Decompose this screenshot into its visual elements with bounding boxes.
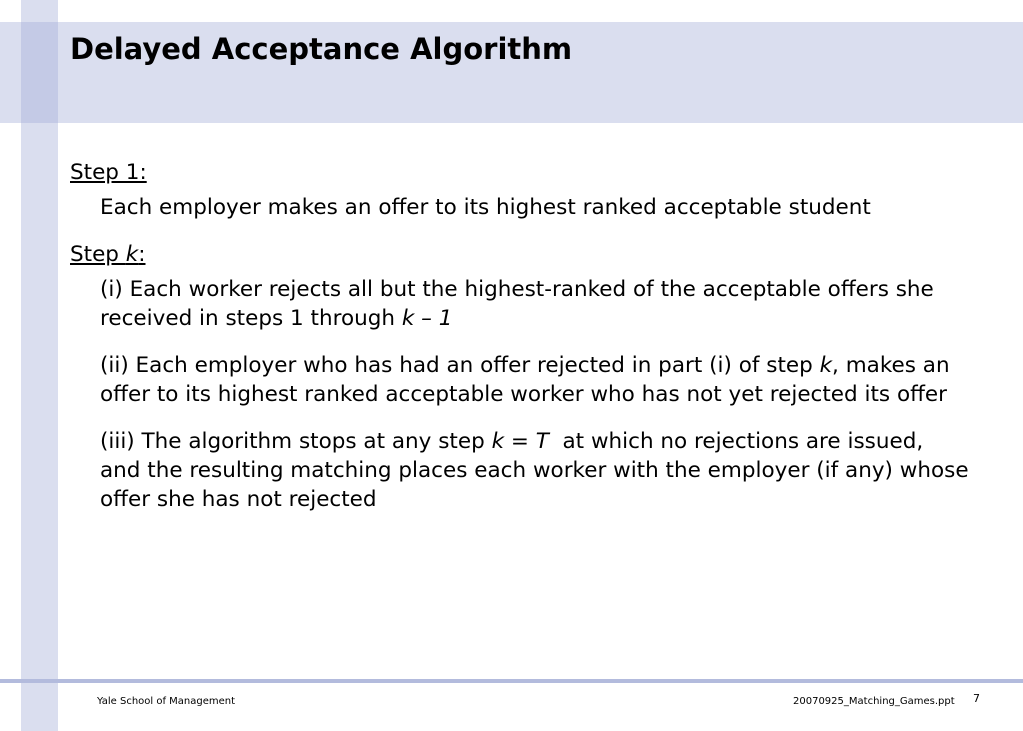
step-1-heading: Step 1: bbox=[70, 160, 147, 185]
step-k-item-i bbox=[100, 275, 970, 333]
footer-filename: 20070925_Matching_Games.ppt bbox=[793, 696, 955, 707]
item-iii-text-before: (iii) The algorithm stops at any step bbox=[100, 429, 492, 454]
step-1-text: Each employer makes an offer to its highest ranked acceptable student bbox=[100, 195, 871, 220]
footer-rule bbox=[0, 679, 1023, 683]
slide-title: Delayed Acceptance Algorithm bbox=[70, 32, 573, 66]
item-ii-text-before: (ii) Each employer who has had an offer rejected in part (i) of step bbox=[100, 353, 820, 378]
left-stripe-accent bbox=[21, 22, 58, 123]
item-i-expression: k – 1 bbox=[401, 306, 453, 331]
step-k-heading-prefix: Step bbox=[70, 242, 126, 267]
item-ii-variable: k bbox=[819, 353, 833, 378]
slide-body bbox=[70, 158, 976, 532]
page-number: 7 bbox=[973, 692, 980, 705]
step-k-item-iii bbox=[100, 427, 976, 514]
item-iii-expression: k = T bbox=[491, 429, 549, 454]
footer-institution: Yale School of Management bbox=[97, 696, 236, 707]
step-k-heading bbox=[70, 240, 970, 269]
step-k-item-ii bbox=[100, 351, 970, 409]
step-k-heading-suffix: : bbox=[138, 242, 146, 267]
item-ii-text-after: , makes an offer to its highest ranked acceptable worker who has not yet rejected its offer bbox=[100, 353, 950, 407]
step-k-heading-var: k bbox=[125, 242, 139, 267]
item-i-text: (i) Each worker rejects all but the highest-ranked of the acceptable offers she received in steps 1 through bbox=[100, 277, 934, 331]
item-iii-text-after: at which no rejections are issued, and the resulting matching places each worker with the employer (if any) whose offer she has not rejected bbox=[100, 429, 976, 512]
